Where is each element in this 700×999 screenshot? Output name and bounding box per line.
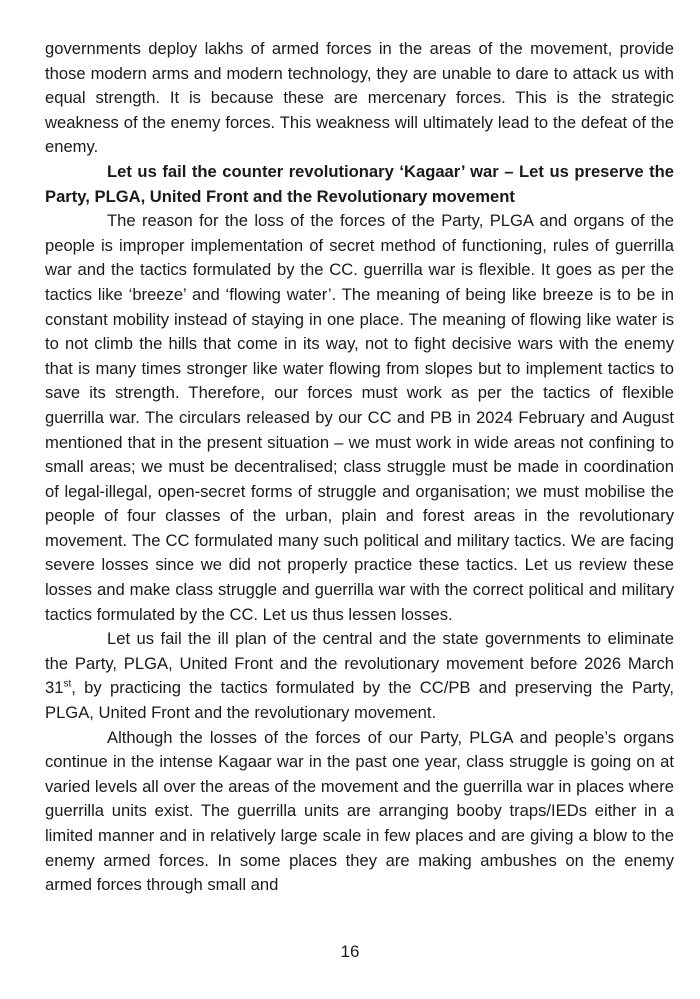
paragraph-class-struggle: Although the losses of the forces of our Party, PLGA and people’s organs continue in the intense Kagaar war in the past one year, class struggle is going on at varied levels all over the areas of the movement and the guerrilla war in places where guerrilla units exist. The guerrilla units are arranging booby traps/IEDs either in a limited manner and in relatively large scale in few places and are giving a blow to the enemy armed forces. In some places they are making ambushes on the enemy armed forces through small and xyxy=(45,727,674,895)
paragraph-fail-plan-text: Let us fail the ill plan of the central and the state governments to eliminate the Party, PLGA, United Front and the revolutionary movement before 2026 March 31 xyxy=(45,629,674,698)
body-text xyxy=(45,37,674,898)
section-heading: Let us fail the counter revolutionary ‘Kagaar’ war – Let us preserve the Party, PLGA, United Front and the Revolutionary movement xyxy=(45,161,674,206)
page-number: 16 xyxy=(340,942,360,961)
paragraph-fail-plan xyxy=(45,627,674,725)
paragraph-continued: governments deploy lakhs of armed forces in the areas of the movement, provide those modern arms and modern technology, they are unable to dare to attack us with equal strength. It is because these are mercenary forces. This is the strategic weakness of the enemy forces. This weakness will ultimately lead to the defeat of the enemy. xyxy=(45,39,674,157)
paragraph-fail-plan-text-end: , by practicing the tactics formulated by the CC/PB and preserving the Party, PLGA, United Front and the revolutionary movement. xyxy=(45,678,674,723)
ordinal-superscript: st xyxy=(63,678,72,690)
paragraph-reason-for-loss: The reason for the loss of the forces of the Party, PLGA and organs of the people is improper implementation of secret method of functioning, rules of guerrilla war and the tactics formulated by the CC. guerrilla war is flexible. It goes as per the tactics like ‘breeze’ and ‘flowing water’. The meaning of being like breeze is to be in constant mobility instead of staying in one place. The meaning of flowing like water is to not climb the hills that come in its way, not to fight decisive wars with the enemy that is many times stronger like water flowing from slopes but to implement tactics to save its strength. Therefore, our forces must work as per the tactics of flexible guerrilla war. The circulars released by our CC and PB in 2024 February and August mentioned that in the present situation – we must work in wide areas not confining to small areas; we must be decentralised; class struggle must be made in coordination of legal-illegal, open-secret forms of struggle and organisation; we must mobilise the people of four classes of the urban, plain and forest areas in the revolutionary movement. The CC formulated many such political and military tactics. We are facing severe losses since we did not properly practice these tactics. Let us review these losses and make class struggle and guerrilla war with the correct political and military tactics formulated by the CC. Let us thus lessen losses. xyxy=(45,211,674,624)
